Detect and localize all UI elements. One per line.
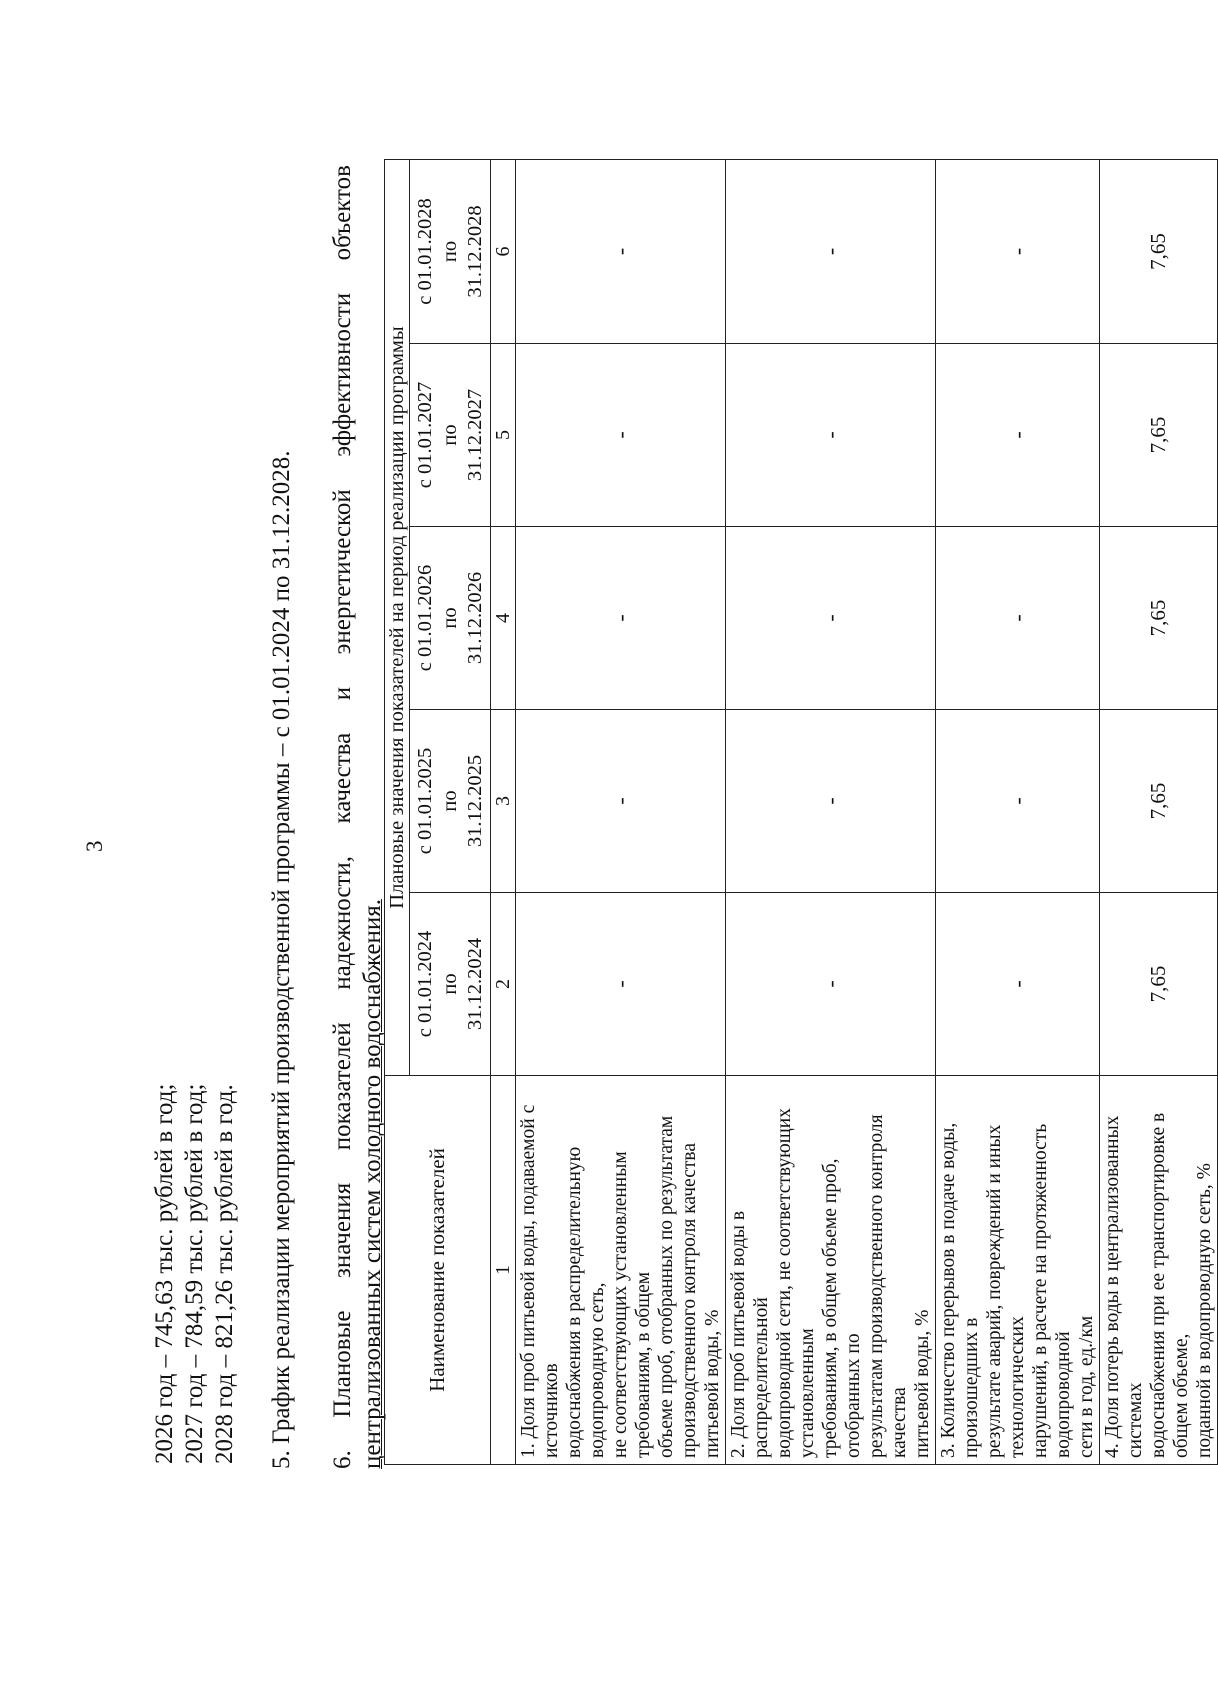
plan-values-header: Плановые значения показателей на период реализации программы [385,160,410,1076]
heading-word: объектов [329,165,356,261]
indicator-name: 1. Доля проб питьевой воды, подаваемой с источников водоснабжения в распределительную водопроводную сеть, не соответствующих установленным требованиям, в общем объеме проб, отобранных по результатам производственного контроля качества питьевой воды, % [516,1076,726,1465]
budget-line: 2027 год – 784,59 тыс. рублей в год; [181,1083,208,1464]
table-row [1100,160,1218,1465]
value-cell: - [516,710,726,893]
value-cell: - [516,527,726,710]
period-header: с 01.01.2025 по 31.12.2025 [410,710,491,893]
value-cell: - [936,344,1100,527]
indicator-name: 2. Доля проб питьевой воды в распределительной водопроводной сети, не соответствующих установленным требованиям, в общем объеме проб, отобранных по результатам производственного контроля качества питьевой воды, % [726,1076,936,1465]
heading-word: надежности, [329,856,356,990]
table-row [516,160,726,1465]
heading-word: качества [329,732,356,824]
heading-word: показателей [329,1022,356,1151]
value-cell: - [726,710,936,893]
column-number-row [491,160,516,1465]
section-6-line-1 [328,165,358,1469]
value-cell: - [726,893,936,1076]
period-header: с 01.01.2024 по 31.12.2024 [410,893,491,1076]
column-number: 2 [491,893,516,1076]
value-cell: - [516,160,726,344]
budget-line: 2028 год – 821,26 тыс. рублей в год. [211,1084,238,1464]
column-number: 4 [491,527,516,710]
budget-list [150,1084,240,1464]
table-row [936,160,1100,1465]
column-number: 1 [491,1076,516,1465]
section-6-heading [328,165,388,1469]
period-header: с 01.01.2027 по 31.12.2027 [410,344,491,527]
heading-word: эффективности [329,292,356,457]
section-6-line-2: централизованных систем холодного водоснабжения. [359,899,386,1469]
value-cell: - [936,893,1100,1076]
column-number: 6 [491,160,516,344]
value-cell: - [936,527,1100,710]
value-cell: 7,65 [1100,527,1218,710]
value-cell: - [726,344,936,527]
table-row [726,160,936,1465]
indicators-table [384,159,1218,1465]
value-cell: - [726,160,936,344]
value-cell: - [936,710,1100,893]
value-cell: 7,65 [1100,893,1218,1076]
budget-line: 2026 год – 745,63 тыс. рублей в год; [151,1083,178,1464]
value-cell: - [516,344,726,527]
heading-word: Плановые [329,1310,356,1418]
heading-word: 6. [329,1450,356,1469]
indicator-name-header: Наименование показателей [385,1076,491,1465]
value-cell: - [726,527,936,710]
section-5-heading: 5. График реализации мероприятий производственной программы – с 01.01.2024 по 31.12.2028. [268,450,295,1469]
column-number: 3 [491,710,516,893]
heading-word: значения [329,1182,356,1279]
value-cell: 7,65 [1100,344,1218,527]
indicator-name: 3. Количество перерывов в подаче воды, произошедших в результате аварий, повреждений и иных технологических нарушений, в расчете на протяженность водопроводной сети в год, ед./км [936,1076,1100,1465]
heading-word: энергетической [329,489,356,655]
page-number: 3 [82,840,107,852]
period-header: с 01.01.2026 по 31.12.2026 [410,527,491,710]
value-cell: 7,65 [1100,710,1218,893]
period-header: с 01.01.2028 по 31.12.2028 [410,160,491,344]
value-cell: - [936,160,1100,344]
indicator-name: 4. Доля потерь воды в централизованных системах водоснабжения при ее транспортировке в общем объеме, поданной в водопроводную сеть, % [1100,1076,1218,1465]
value-cell: - [516,893,726,1076]
value-cell: 7,65 [1100,160,1218,344]
heading-word: и [329,686,356,701]
column-number: 5 [491,344,516,527]
